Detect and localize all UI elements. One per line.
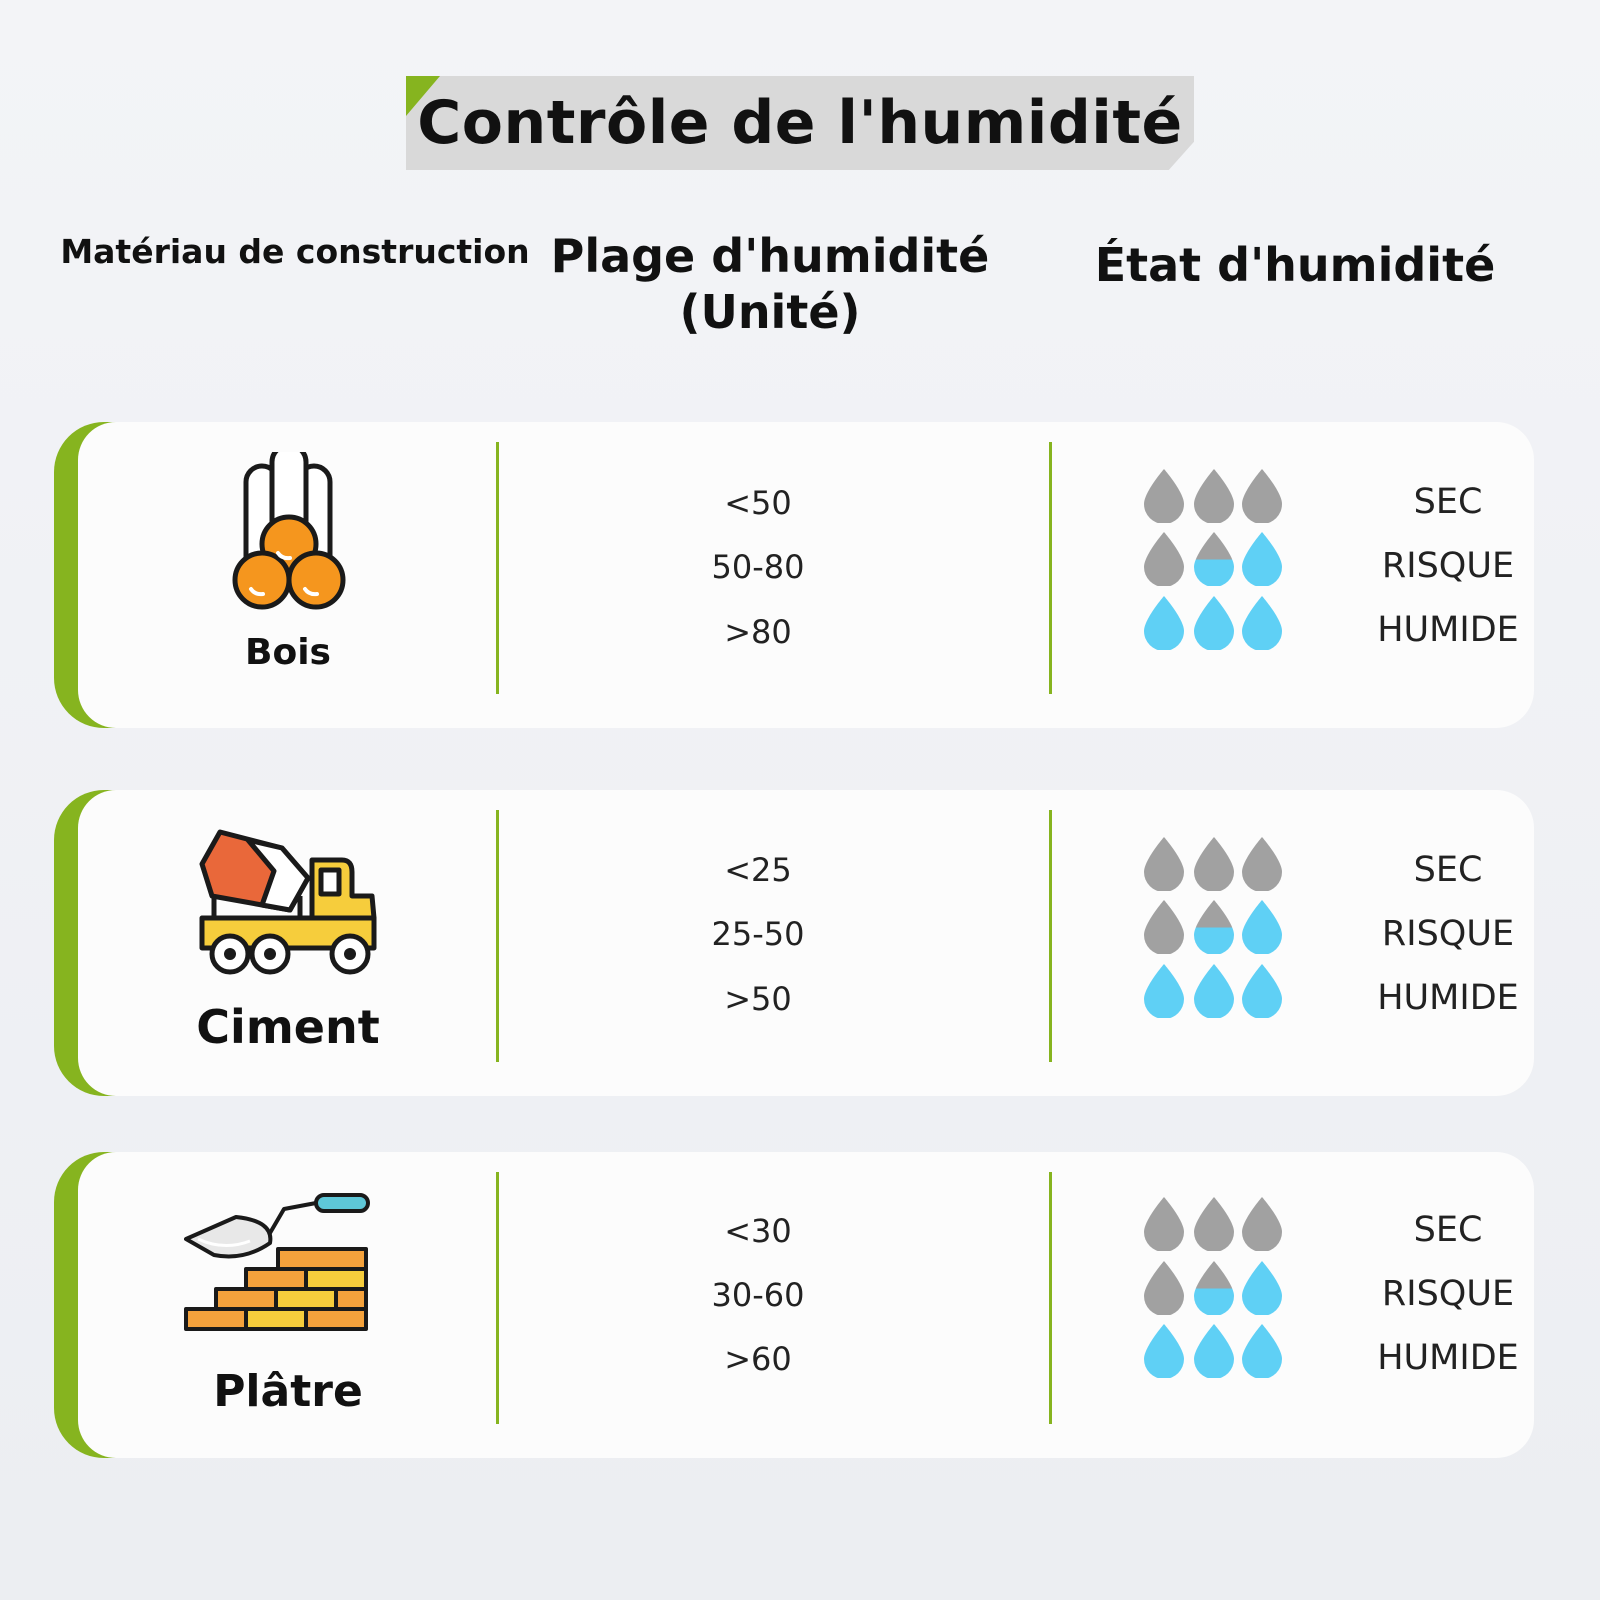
logs-icon <box>188 452 388 612</box>
state-label-risk: RISQUE <box>1381 1274 1515 1314</box>
state-label-risk: RISQUE <box>1381 546 1515 586</box>
drops-wet-indicator <box>1144 962 1294 1018</box>
range-risk: 30-60 <box>711 1276 805 1314</box>
divider <box>1049 810 1052 1062</box>
page-title: Contrôle de l'humidité <box>417 88 1183 158</box>
header-range <box>535 228 1005 340</box>
state-label-wet: HUMIDE <box>1377 1338 1519 1378</box>
range-wet: >80 <box>724 613 792 651</box>
material-name: Bois <box>245 632 331 673</box>
divider <box>1049 442 1052 694</box>
range-wet: >50 <box>724 980 792 1018</box>
range-risk: 25-50 <box>711 915 805 953</box>
state-label-wet: HUMIDE <box>1377 978 1519 1018</box>
range-dry: <30 <box>724 1212 792 1250</box>
range-risk: 50-80 <box>711 548 805 586</box>
material-name: Ciment <box>196 1000 380 1054</box>
material-card-ciment <box>54 790 1534 1096</box>
range-dry: <25 <box>724 851 792 889</box>
material-card-platre <box>54 1152 1534 1458</box>
card-body <box>78 1152 1534 1458</box>
drops-dry-indicator <box>1144 467 1294 523</box>
divider <box>1049 1172 1052 1424</box>
drops-risk-indicator <box>1144 1259 1294 1315</box>
state-label-risk: RISQUE <box>1381 914 1515 954</box>
state-label-dry: SEC <box>1413 850 1483 890</box>
state-label-dry: SEC <box>1413 1210 1483 1250</box>
header-range-line1: Plage d'humidité <box>550 229 990 283</box>
range-dry: <50 <box>724 484 792 522</box>
header-range-line2: (Unité) <box>679 285 861 339</box>
divider <box>496 442 499 694</box>
drops-risk-indicator <box>1144 898 1294 954</box>
card-body <box>78 422 1534 728</box>
drops-risk-indicator <box>1144 530 1294 586</box>
drops-wet-indicator <box>1144 1322 1294 1378</box>
drops-dry-indicator <box>1144 1195 1294 1251</box>
divider <box>496 1172 499 1424</box>
drops-wet-indicator <box>1144 594 1294 650</box>
header-state: État d'humidité <box>1094 238 1496 292</box>
card-body <box>78 790 1534 1096</box>
drops-dry-indicator <box>1144 835 1294 891</box>
cement-mixer-truck-icon <box>190 826 390 986</box>
material-card-bois <box>54 422 1534 728</box>
header-material: Matériau de construction <box>60 232 530 271</box>
range-wet: >60 <box>724 1340 792 1378</box>
trowel-bricks-icon <box>184 1188 374 1348</box>
divider <box>496 810 499 1062</box>
state-label-dry: SEC <box>1413 482 1483 522</box>
material-name: Plâtre <box>213 1366 363 1417</box>
state-label-wet: HUMIDE <box>1377 610 1519 650</box>
